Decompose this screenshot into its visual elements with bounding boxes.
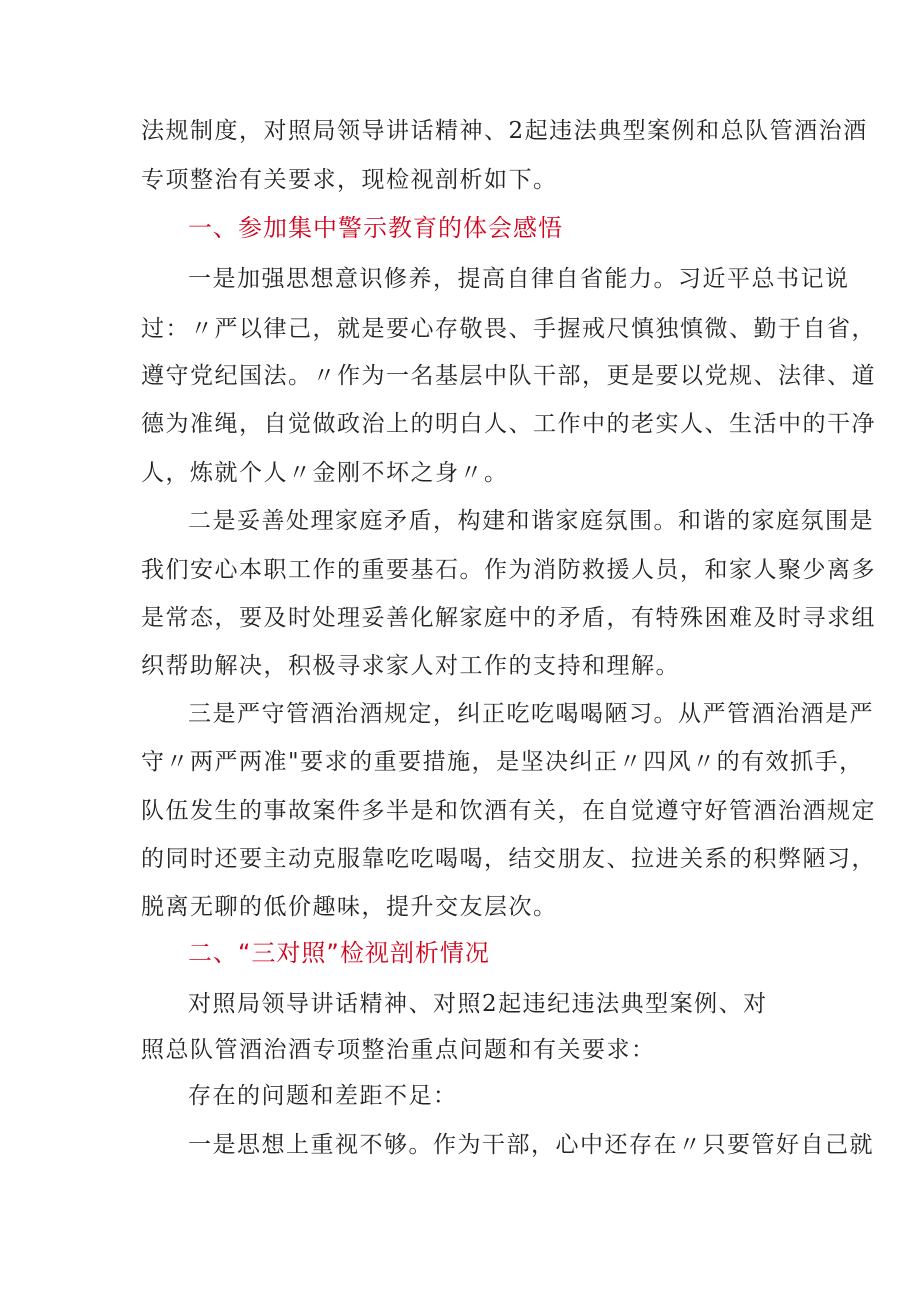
intro-line-2: 专项整治有关要求，现检视剖析如下。 xyxy=(141,167,558,193)
section-2-para-2: 存在的问题和差距不足： xyxy=(188,1083,458,1109)
section-1-para-1-line: 一是加强思想意识修养，提高自律自省能力。习近平总书记说 xyxy=(188,266,850,292)
section-1-para-2-line: 是常态，要及时处理妥善化解家庭中的矛盾，有特殊困难及时寻求组 xyxy=(141,605,876,631)
section-1-para-2-line: 织帮助解决，积极寻求家人对工作的支持和理解。 xyxy=(141,653,680,679)
section-1-para-1-line: 过：〃严以律己，就是要心存敬畏、手握戒尺慎独慎微、勤于自省， xyxy=(141,316,876,342)
section-1-para-1-line: 人，炼就个人〃金刚不坏之身〃。 xyxy=(141,460,509,486)
section-1-para-3-line: 的同时还要主动克服靠吃吃喝喝，结交朋友、拉进关系的积弊陋习， xyxy=(141,846,876,872)
section-1-para-3-line: 守〃两严两准"要求的重要措施，是坚决纠正〃四风〃的有效抓手， xyxy=(141,749,864,775)
section-1-para-1-line: 德为准绳，自觉做政治上的明白人、工作中的老实人、生活中的干净 xyxy=(141,411,876,437)
section-1-para-1-line: 遵守党纪国法。〃作为一名基层中队干部，更是要以党规、法律、道 xyxy=(141,363,876,389)
section-1-heading: 一、参加集中警示教育的体会感悟 xyxy=(188,214,563,242)
intro-line-1: 法规制度，对照局领导讲话精神、2起违法典型案例和总队管酒治酒 xyxy=(141,118,868,144)
section-1-para-3-line: 三是严守管酒治酒规定，纠正吃吃喝喝陋习。从严管酒治酒是严 xyxy=(188,701,874,727)
section-1-para-3-line: 队伍发生的事故案件多半是和饮酒有关，在自觉遵守好管酒治酒规定 xyxy=(141,798,876,824)
section-2-para-1-line: 对照局领导讲话精神、对照2起违纪违法典型案例、对 xyxy=(188,991,768,1017)
section-2-para-1-line: 照总队管酒治酒专项整治重点问题和有关要求： xyxy=(141,1037,656,1063)
section-1-para-3-line: 脱离无聊的低价趣味，提升交友层次。 xyxy=(141,894,558,920)
section-2-para-3-line: 一是思想上重视不够。作为干部，心中还存在〃只要管好自己就 xyxy=(188,1132,874,1158)
section-1-para-2-line: 我们安心本职工作的重要基石。作为消防救援人员，和家人聚少离多 xyxy=(141,557,876,583)
section-2-heading: 二、“三对照”检视剖析情况 xyxy=(188,939,490,967)
section-1-para-2-line: 二是妥善处理家庭矛盾，构建和谐家庭氛围。和谐的家庭氛围是 xyxy=(188,508,874,534)
